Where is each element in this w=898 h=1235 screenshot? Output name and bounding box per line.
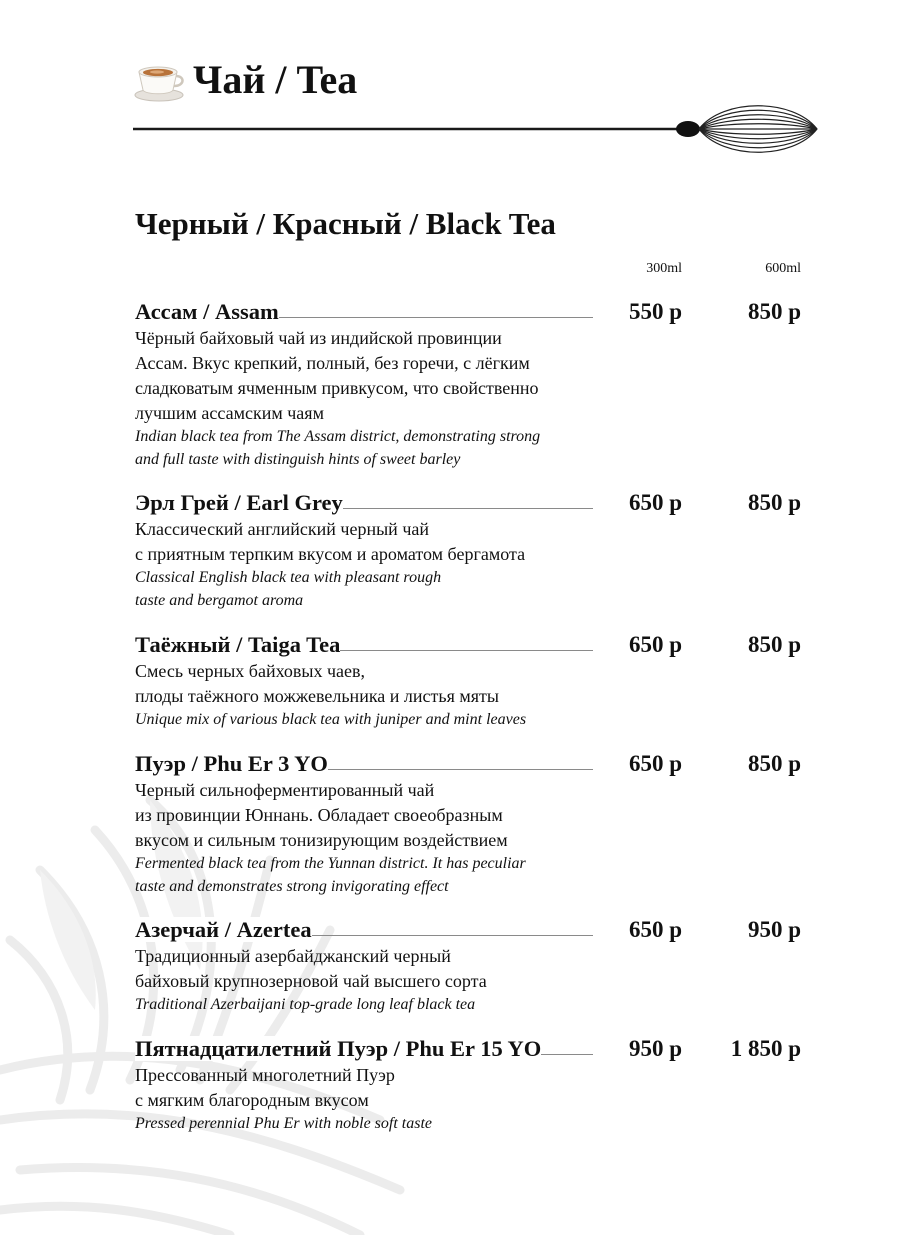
description-en-line: Pressed perennial Phu Er with noble soft taste [135,1115,433,1132]
description-en-line: Unique mix of various black tea with juniper and mint leaves [135,711,527,728]
price-600ml: 850 р [747,299,801,324]
price-300ml: 650 р [628,490,682,515]
price-600ml: 850 р [747,490,801,515]
header-divider-ornament [133,100,823,160]
item-name-row [135,631,593,659]
price-600ml: 1 850 р [730,1036,801,1061]
menu-item [135,489,815,612]
description-en-line: taste and bergamot aroma [135,591,304,609]
item-name: Пуэр / Phu Er 3 YO [135,751,328,776]
column-header-300ml: 300ml [646,261,682,276]
item-name-row [135,298,593,326]
description-ru-line: Черный сильноферментированный чай [135,780,435,800]
item-name: Азерчай / Azertea [135,917,312,942]
item-name: Таёжный / Taiga Tea [135,632,341,657]
item-name-row [135,489,593,517]
menu-item [135,916,815,1017]
description-ru-line: лучшим ассамским чаям [135,403,324,423]
description-en-line: Classical English black tea with pleasant rough [135,569,442,586]
description-ru-line: Смесь черных байховых чаев, [135,661,366,681]
description-ru-line: Чёрный байховый чай из индийской провинции [135,328,502,348]
description-en-line: Fermented black tea from the Yunnan district. It has peculiar [135,855,526,872]
price-300ml: 650 р [628,917,682,942]
menu-item [135,1035,815,1136]
description-ru-line: с мягким благородным вкусом [135,1090,369,1110]
description-en-line: and full taste with distinguish hints of sweet barley [135,450,461,468]
price-600ml: 850 р [747,751,801,776]
item-name-row [135,750,593,778]
item-name: Пятнадцатилетний Пуэр / Phu Er 15 YO [135,1036,542,1061]
price-300ml: 650 р [628,632,682,657]
description-en-line: taste and demonstrates strong invigorating effect [135,877,449,895]
item-name: Эрл Грей / Earl Grey [135,490,343,515]
item-name-row [135,1035,593,1063]
price-300ml: 650 р [628,751,682,776]
description-en-line: Indian black tea from The Assam district, demonstrating strong [135,428,541,445]
teacup-icon [133,58,185,103]
description-ru-line: Прессованный многолетний Пуэр [135,1065,395,1085]
price-600ml: 850 р [747,632,801,657]
price-600ml: 950 р [747,917,801,942]
page-header [133,55,357,105]
description-ru-line: Традиционный азербайджанский черный [135,946,451,966]
menu-item [135,298,815,471]
description-ru-line: Классический английский черный чай [135,519,429,539]
item-name: Ассам / Assam [135,299,279,324]
description-ru-line: сладковатым ячменным привкусом, что свойственно [135,378,539,398]
description-ru-line: с приятным терпким вкусом и ароматом бергамота [135,544,526,564]
description-en-line: Traditional Azerbaijani top-grade long leaf black tea [135,996,476,1013]
item-name-row [135,916,593,944]
menu-item [135,750,815,898]
description-ru-line: из провинции Юннань. Обладает своеобразным [135,805,503,825]
section-title: Черный / Красный / Black Tea [135,206,556,241]
menu-item [135,631,815,732]
column-header-600ml: 600ml [765,261,801,276]
description-ru-line: вкусом и сильным тонизирующим воздействием [135,830,508,850]
description-ru-line: Ассам. Вкус крепкий, полный, без горечи, с лёгким [135,353,530,373]
page-title: Чай / Tea [193,57,358,102]
description-ru-line: байховый крупнозерновой чай высшего сорта [135,971,487,991]
description-ru-line: плоды таёжного можжевельника и листья мяты [135,686,500,706]
price-300ml: 950 р [628,1036,682,1061]
price-300ml: 550 р [628,299,682,324]
